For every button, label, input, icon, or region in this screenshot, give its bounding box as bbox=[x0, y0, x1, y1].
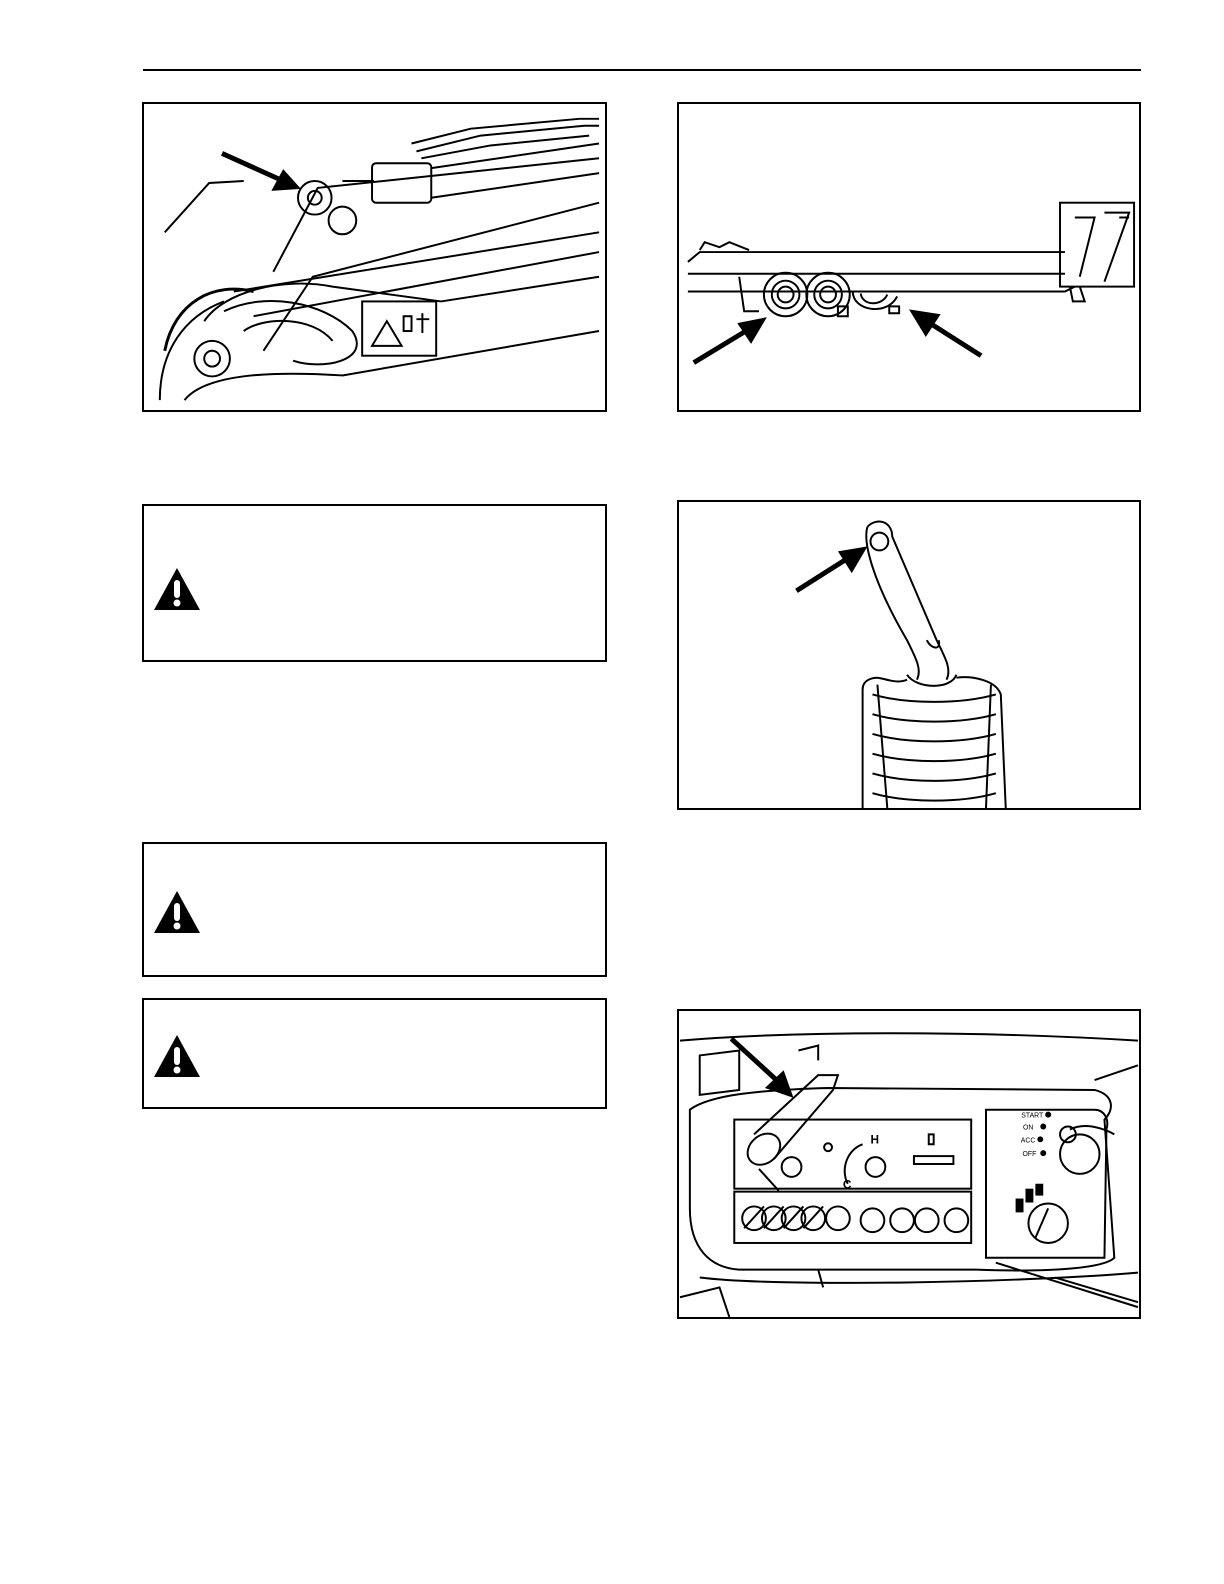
gauge-h-label: H bbox=[870, 1132, 880, 1147]
figure-boom-pivot bbox=[142, 102, 607, 412]
key-off-label: OFF bbox=[1022, 1151, 1037, 1159]
boom-pivot-illustration bbox=[144, 104, 605, 410]
arrow-icon bbox=[694, 317, 767, 362]
arrow-icon bbox=[222, 153, 301, 191]
header-rule bbox=[143, 69, 1141, 71]
trailer-illustration bbox=[679, 104, 1139, 410]
arrow-icon bbox=[796, 546, 867, 590]
key-acc-label: ACC bbox=[1020, 1137, 1036, 1145]
key-start-label: START bbox=[1021, 1112, 1044, 1120]
warning-box-3 bbox=[142, 998, 607, 1109]
gauge-c-label: C bbox=[842, 1177, 852, 1192]
joystick-illustration bbox=[679, 502, 1139, 808]
arrow-icon bbox=[909, 309, 981, 355]
arrow-icon bbox=[731, 1039, 793, 1098]
figure-dashboard bbox=[677, 1009, 1141, 1319]
warning-box-2 bbox=[142, 842, 607, 977]
warning-box-1 bbox=[142, 504, 607, 662]
figure-joystick bbox=[677, 500, 1141, 810]
dashboard-illustration bbox=[679, 1011, 1139, 1317]
figure-trailer bbox=[677, 102, 1141, 412]
key-on-label: ON bbox=[1023, 1124, 1034, 1132]
